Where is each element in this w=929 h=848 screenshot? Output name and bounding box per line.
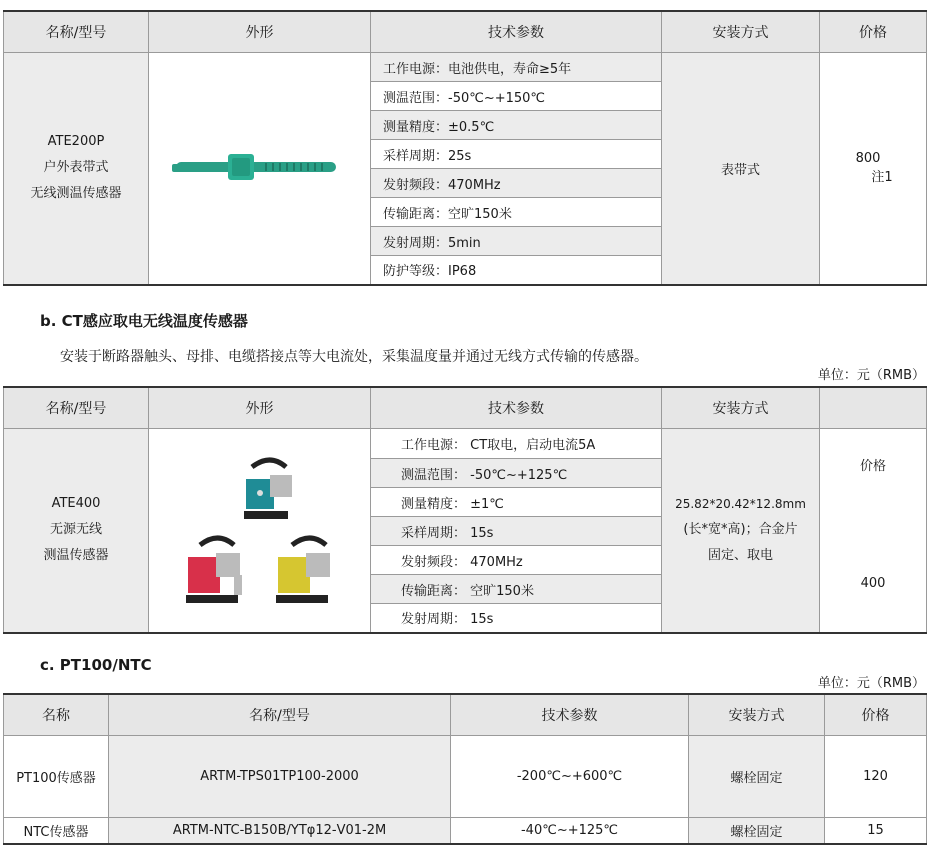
header-install: 安装方式 <box>689 694 825 736</box>
table-row <box>4 736 927 818</box>
param-row: 采样周期：25s <box>371 140 662 169</box>
param-row: 发射频段： 470MHz <box>371 546 662 575</box>
table-b <box>3 386 927 634</box>
product-type: 户外表带式 <box>43 160 109 176</box>
param-row: 发射周期：5min <box>371 227 662 256</box>
header-price: 价格 <box>820 11 927 53</box>
row-price: 15 <box>825 818 927 844</box>
param-row: 采样周期： 15s <box>371 517 662 546</box>
row-price: 120 <box>825 736 927 818</box>
table-row <box>4 818 927 844</box>
row-name: NTC传感器 <box>4 818 109 844</box>
param-row: 测温范围： -50℃~+125℃ <box>371 459 662 488</box>
header-install: 安装方式 <box>662 11 820 53</box>
table-a-header <box>4 11 927 53</box>
row-model: ARTM-NTC-B150B/YTφ12-V01-2M <box>109 818 451 844</box>
param-row: 传输距离： 空旷150米 <box>371 575 662 604</box>
row-param: -200℃~+600℃ <box>451 736 689 818</box>
param-row: 发射周期： 15s <box>371 604 662 633</box>
product-type: 无源无线 <box>49 522 102 538</box>
param-row: 传输距离：空旷150米 <box>371 198 662 227</box>
price-cell <box>820 429 927 633</box>
header-name: 名称/型号 <box>4 387 149 429</box>
install-dimensions: 25.82*20.42*12.8mm <box>675 497 806 512</box>
ct-sensor-image <box>160 445 360 615</box>
param-row: 发射频段：470MHz <box>371 169 662 198</box>
header-params: 技术参数 <box>371 387 662 429</box>
param-row: 防护等级：IP68 <box>371 256 662 285</box>
product-image-cell <box>149 429 371 633</box>
param-row: 工作电源：电池供电，寿命≥5年 <box>371 53 662 82</box>
table-b-header <box>4 387 927 429</box>
header-name: 名称/型号 <box>4 11 149 53</box>
header-install: 安装方式 <box>662 387 820 429</box>
row-model: ARTM-TPS01TP100-2000 <box>109 736 451 818</box>
row-param: -40℃~+125℃ <box>451 818 689 844</box>
price-note: 注1 <box>871 170 893 186</box>
row-name: PT100传感器 <box>4 736 109 818</box>
price-value: 400 <box>860 576 886 591</box>
header-appearance: 外形 <box>149 11 371 53</box>
install-cell: 表带式 <box>662 53 820 285</box>
install-dim-label: (长*宽*高)；合金片 <box>683 522 798 538</box>
param-row: 测量精度：±0.5℃ <box>371 111 662 140</box>
header-appearance: 外形 <box>149 387 371 429</box>
section-b-unit: 单位：元（RMB） <box>817 368 925 383</box>
install-method: 固定、取电 <box>707 548 773 564</box>
section-c-title: c. PT100/NTC <box>40 656 152 674</box>
header-name: 名称 <box>4 694 109 736</box>
section-b-title: b. CT感应取电无线温度传感器 <box>40 312 248 330</box>
product-image-cell <box>149 53 371 285</box>
header-params: 技术参数 <box>451 694 689 736</box>
header-price: 价格 <box>825 694 927 736</box>
header-empty <box>820 387 927 429</box>
install-cell <box>662 429 820 633</box>
strap-sensor-image <box>170 148 350 188</box>
header-params: 技术参数 <box>371 11 662 53</box>
table-a <box>3 10 927 286</box>
section-b-description: 安装于断路器触头、母排、电缆搭接点等大电流处，采集温度量并通过无线方式传输的传感器。 <box>60 349 648 365</box>
table-c <box>3 693 927 845</box>
row-install: 螺栓固定 <box>689 736 825 818</box>
price-value: 800 <box>855 151 881 167</box>
product-desc: 测温传感器 <box>43 548 109 564</box>
section-c-unit: 单位：元（RMB） <box>817 676 925 691</box>
header-model: 名称/型号 <box>109 694 451 736</box>
param-row: 工作电源： CT取电，启动电流5A <box>371 429 662 459</box>
model-code: ATE200P <box>47 134 105 150</box>
param-row: 测量精度： ±1℃ <box>371 488 662 517</box>
price-label: 价格 <box>859 459 886 474</box>
product-name-cell <box>4 429 149 633</box>
product-desc: 无线测温传感器 <box>30 186 122 202</box>
row-install: 螺栓固定 <box>689 818 825 844</box>
model-code: ATE400 <box>51 496 101 512</box>
price-cell <box>820 53 927 285</box>
table-c-header <box>4 694 927 736</box>
param-row: 测温范围：-50℃~+150℃ <box>371 82 662 111</box>
product-name-cell <box>4 53 149 285</box>
